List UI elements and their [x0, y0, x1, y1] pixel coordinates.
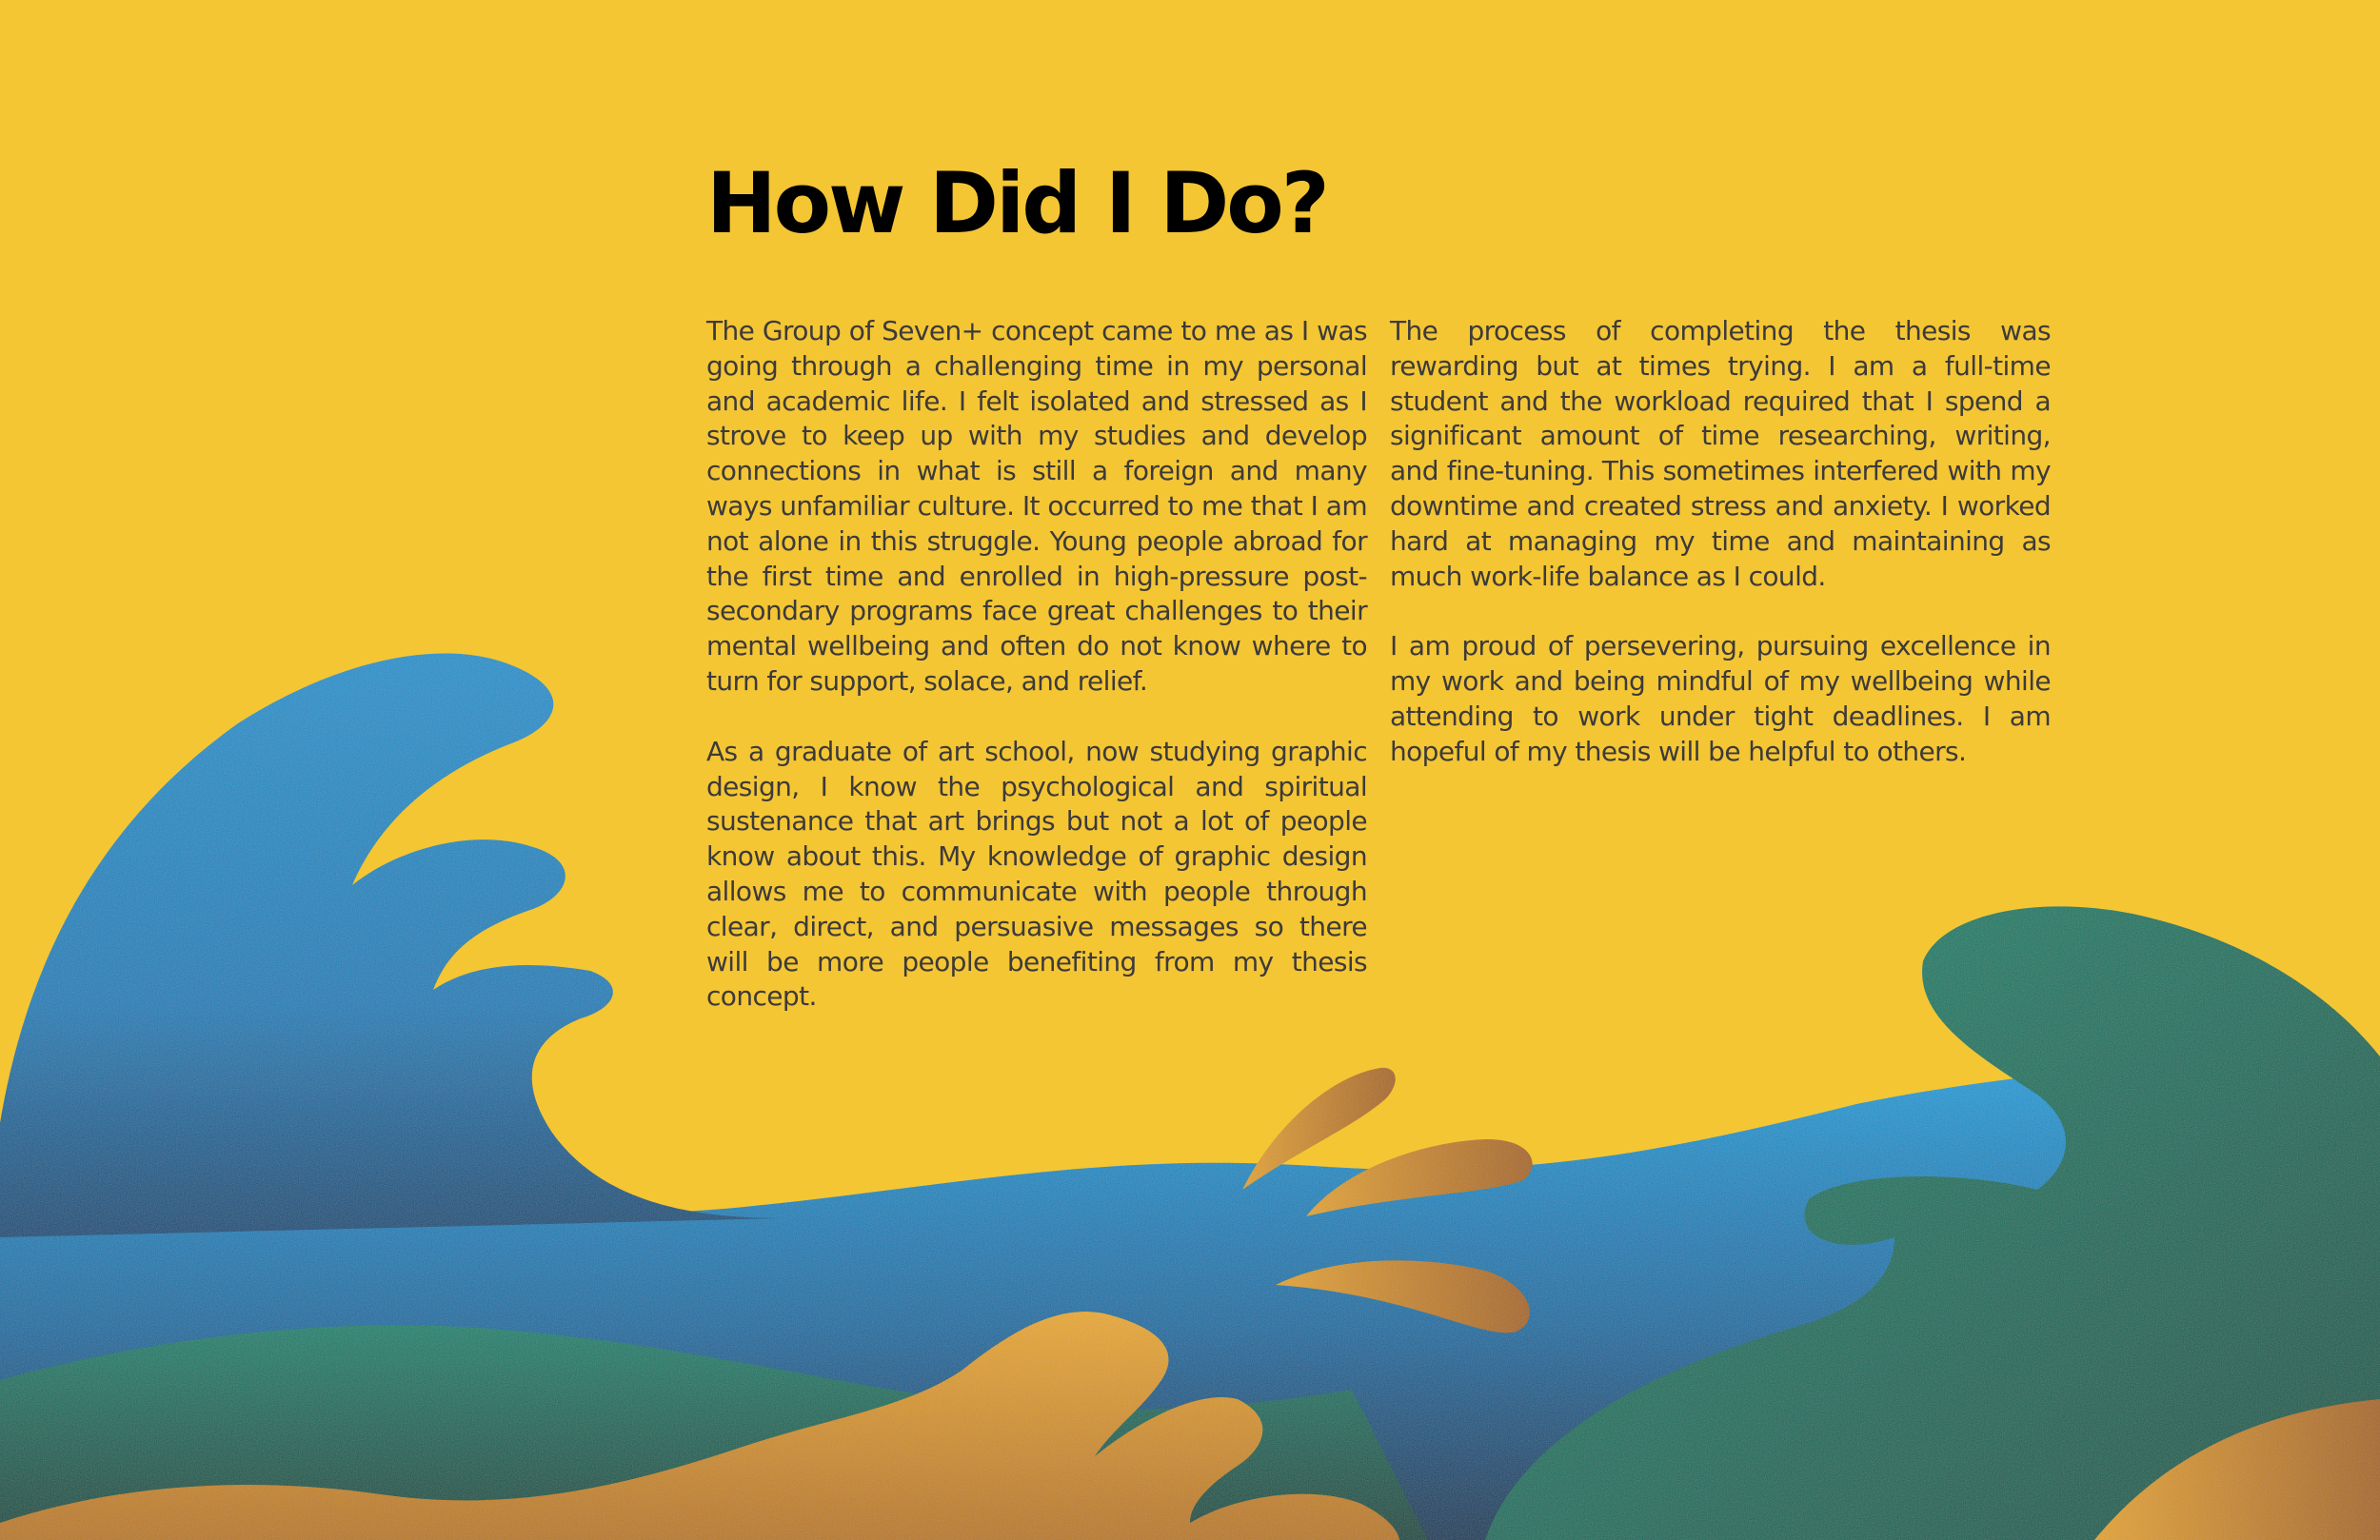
left-text-column: [706, 314, 1367, 1050]
paragraph: As a graduate of art school, now studying graphic design, I know the psychological and spiritual sustenance that art brings but not a lot of people know about this. My knowledge of graphic design allows me to communicate with people through clear, direct, and persuasive messages so there will be more people benefiting from my thesis concept.: [706, 735, 1367, 1013]
left-blue-wave: [0, 654, 781, 1238]
paragraph: The process of completing the thesis was rewarding but at times trying. I am a full-time student and the workload required that I spend a significant amount of time researching, writing, and fine-tuning. This sometimes interfered with my downtime and created stress and anxiety. I worked hard at managing my time and maintaining as much work-life balance as I could.: [1390, 315, 2051, 592]
page-title: How Did I Do?: [706, 154, 1327, 252]
right-text-column: [1390, 314, 2051, 805]
paragraph: The Group of Seven+ concept came to me as I was going through a challenging time in my personal and academic life. I felt isolated and stressed as I strove to keep up with my studies and develop connections in what is still a foreign and many ways unfamiliar culture. It occurred to me that I am not alone in this struggle. Young people abroad for the first time and enrolled in high-pressure post-secondary programs face great challenges to their mental wellbeing and often do not know where to turn for support, solace, and relief.: [706, 315, 1367, 697]
paragraph: I am proud of persevering, pursuing excellence in my work and being mindful of my wellbeing while attending to work under tight deadlines. I am hopeful of my thesis will be helpful to others.: [1390, 630, 2051, 767]
